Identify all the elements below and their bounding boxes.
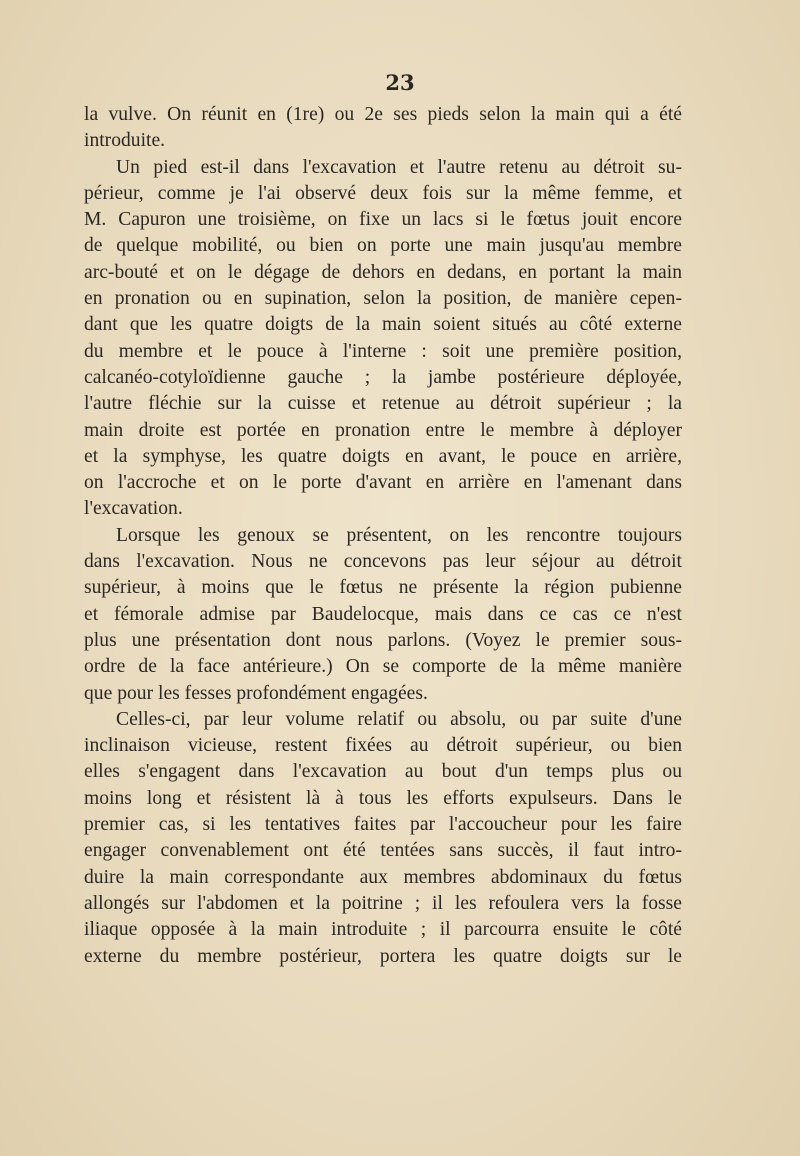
text-line: supérieur, à moins que le fœtus ne présente la région pubienne	[84, 577, 682, 599]
text-line: Un pied est-il dans l'excavation et l'autre retenu au détroit su-	[116, 156, 682, 178]
text-line: en pronation ou en supination, selon la position, de manière cepen-	[84, 288, 682, 310]
text-line: Celles-ci, par leur volume relatif ou absolu, ou par suite d'une	[116, 708, 682, 730]
text-line: l'excavation.	[84, 498, 183, 520]
text-line: duire la main correspondante aux membres abdominaux du fœtus	[84, 866, 682, 888]
text-line: on l'accroche et on le porte d'avant en arrière en l'amenant dans	[84, 472, 682, 494]
text-line: et la symphyse, les quatre doigts en avant, le pouce en arrière,	[84, 445, 682, 467]
text-line: dans l'excavation. Nous ne concevons pas leur séjour au détroit	[84, 551, 682, 573]
text-line: ordre de la face antérieure.) On se comporte de la même manière	[84, 656, 682, 678]
text-line: moins long et résistent là à tous les efforts expulseurs. Dans le	[84, 787, 682, 809]
text-line: externe du membre postérieur, portera les quatre doigts sur le	[84, 945, 682, 967]
text-line: Lorsque les genoux se présentent, on les rencontre toujours	[116, 524, 682, 546]
page-number: 23	[385, 70, 415, 95]
text-line: du membre et le pouce à l'interne : soit une première position,	[84, 340, 682, 362]
text-line: et fémorale admise par Baudelocque, mais dans ce cas ce n'est	[84, 603, 682, 625]
text-line: allongés sur l'abdomen et la poitrine ; il les refoulera vers la fosse	[84, 892, 682, 914]
text-line: iliaque opposée à la main introduite ; il parcourra ensuite le côté	[84, 919, 682, 941]
text-line: dant que les quatre doigts de la main soient situés au côté externe	[84, 314, 682, 336]
text-line: la vulve. On réunit en (1re) ou 2e ses pieds selon la main qui a été	[84, 104, 682, 125]
text-line: que pour les fesses profondément engagées.	[84, 682, 428, 704]
text-line: elles s'engagent dans l'excavation au bout d'un temps plus ou	[84, 761, 682, 783]
text-line: premier cas, si les tentatives faites par l'accoucheur pour les faire	[84, 814, 682, 836]
text-line: introduite.	[84, 130, 166, 152]
text-line: M. Capuron une troisième, on fixe un lacs si le fœtus jouit encore	[84, 209, 682, 231]
body-text	[84, 102, 682, 970]
text-line: arc-bouté et on le dégage de dehors en dedans, en portant la main	[84, 261, 682, 283]
text-line: l'autre fléchie sur la cuisse et retenue au détroit supérieur ; la	[84, 393, 682, 415]
text-line: calcanéo-cotyloïdienne gauche ; la jambe postérieure déployée,	[84, 366, 682, 388]
text-line: plus une présentation dont nous parlons. (Voyez le premier sous-	[84, 629, 682, 651]
text-line: main droite est portée en pronation entre le membre à déployer	[84, 419, 682, 441]
text-line: périeur, comme je l'ai observé deux fois sur la même femme, et	[84, 182, 682, 204]
text-line: inclinaison vicieuse, restent fixées au détroit supérieur, ou bien	[84, 735, 682, 757]
text-line: engager convenablement ont été tentées sans succès, il faut intro-	[84, 840, 682, 862]
text-line: de quelque mobilité, ou bien on porte une main jusqu'au membre	[84, 235, 682, 257]
